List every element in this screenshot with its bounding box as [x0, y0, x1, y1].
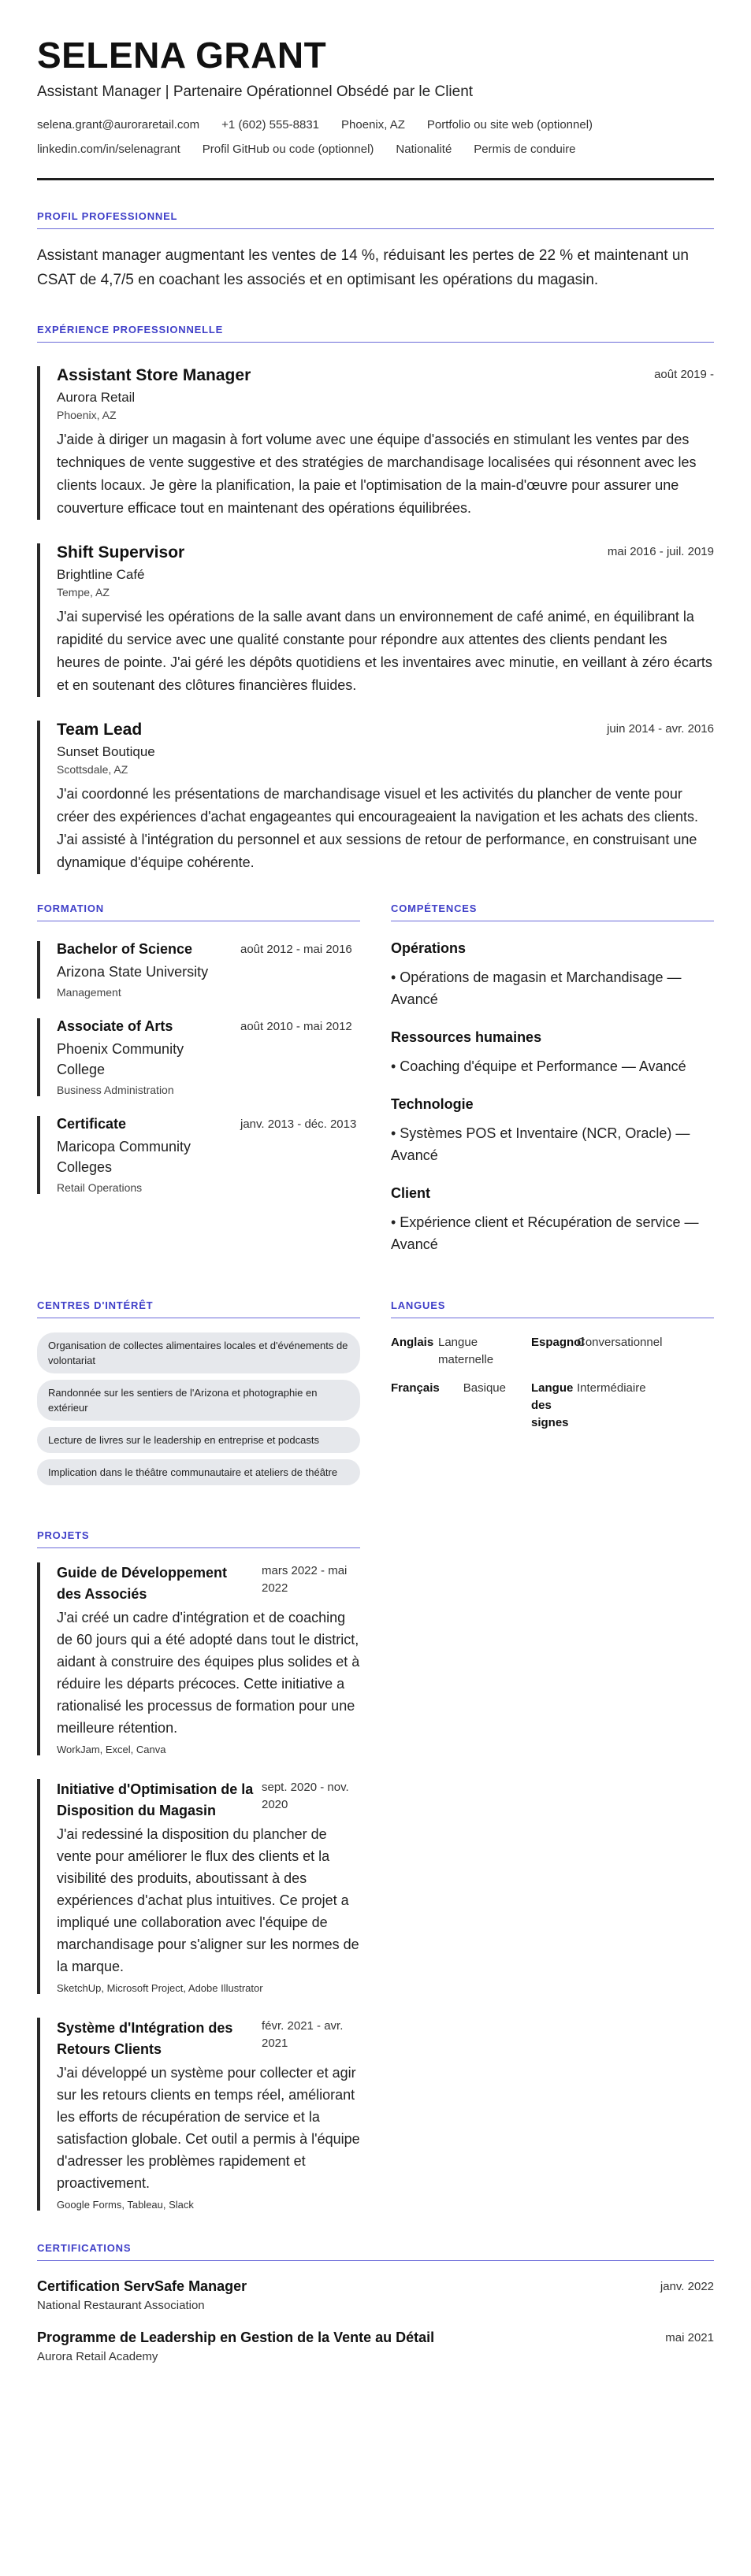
certification-name: Certification ServSafe Manager	[37, 2278, 247, 2294]
section-divider	[37, 342, 714, 343]
job-company: Sunset Boutique	[57, 744, 155, 759]
education-section	[37, 903, 360, 1255]
contact-portfolio[interactable]: Portfolio ou site web (optionnel)	[426, 118, 593, 132]
project-item	[37, 1779, 360, 1994]
edu-degree: Associate of Arts	[57, 1018, 173, 1034]
projects-heading: PROJETS	[37, 1529, 90, 1541]
language-level: Langue maternelle	[438, 1336, 494, 1366]
contact-github[interactable]: Profil GitHub ou code (optionnel)	[202, 143, 374, 156]
experience-section	[37, 324, 714, 874]
section-divider	[37, 228, 714, 229]
language-level: Conversationnel	[577, 1336, 663, 1349]
job-title: Team Lead	[57, 721, 143, 739]
job-description: J'aide à diriger un magasin à fort volume avec une équipe d'associés en stimulant les ventes par des techniques de vente suggestive et des stratégies de marchandisage localisées qui résonnent avec les clients locaux. Je gère la planification, la paie et l'optimisation de la main-d'œuvre pour assurer une couverture efficace tout en maintenant des opérations équilibrées.	[57, 432, 697, 516]
candidate-name: SELENA GRANT	[37, 35, 327, 76]
job-location: Scottsdale, AZ	[57, 763, 128, 776]
project-tools: Google Forms, Tableau, Slack	[57, 2199, 194, 2211]
certifications-heading: CERTIFICATIONS	[37, 2242, 132, 2254]
job-title: Assistant Store Manager	[57, 366, 251, 384]
contact-location: Phoenix, AZ	[341, 118, 405, 132]
skill-group	[391, 1096, 714, 1166]
experience-item	[37, 366, 714, 520]
project-date: sept. 2020 - nov. 2020	[262, 1781, 349, 1811]
project-item	[37, 1562, 360, 1755]
certification-item	[37, 2330, 714, 2363]
skill-group	[391, 1029, 714, 1077]
contact-license: Permis de conduire	[474, 143, 576, 156]
skill-line: • Systèmes POS et Inventaire (NCR, Oracle) — Avancé	[391, 1125, 690, 1163]
skill-group	[391, 1185, 714, 1255]
languages-grid	[391, 1334, 714, 1432]
section-divider	[37, 2260, 714, 2261]
project-title: Guide de Développement des Associés	[57, 1565, 228, 1602]
header-divider	[37, 178, 714, 180]
contact-nationality: Nationalité	[396, 143, 452, 156]
certification-date: janv. 2022	[660, 2280, 714, 2293]
edu-date: août 2012 - mai 2016	[240, 943, 352, 956]
job-description: J'ai coordonné les présentations de marchandisage visuel et les activités du plancher de vente pour créer des expériences d'achat engageantes qui encourageaient la navigation et les achats des clients. J'ai assisté à l'intégration du personnel et aux sessions de retour de performance, en construisant une dynamique d'équipe cohérente.	[57, 786, 698, 870]
education-item	[37, 1116, 360, 1194]
certification-date: mai 2021	[665, 2331, 714, 2344]
edu-degree: Bachelor of Science	[57, 941, 193, 957]
experience-heading: EXPÉRIENCE PROFESSIONNELLE	[37, 324, 224, 335]
interests-section	[37, 1299, 360, 1485]
project-date: mars 2022 - mai 2022	[262, 1564, 348, 1595]
skill-group	[391, 940, 714, 1010]
interest-pill: Randonnée sur les sentiers de l'Arizona et photographie en extérieur	[37, 1380, 360, 1421]
contact-info	[37, 118, 714, 167]
summary-section	[37, 210, 714, 292]
language-level: Intermédiaire	[577, 1381, 646, 1395]
summary-heading: PROFIL PROFESSIONNEL	[37, 210, 178, 222]
project-date: févr. 2021 - avr. 2021	[262, 2019, 344, 2050]
project-title: Initiative d'Optimisation de la Disposition du Magasin	[57, 1781, 254, 1818]
skill-category: Ressources humaines	[391, 1029, 542, 1045]
candidate-subtitle: Assistant Manager | Partenaire Opérationnel Obsédé par le Client	[37, 83, 474, 100]
job-description: J'ai supervisé les opérations de la salle avant dans un environnement de café animé, en équilibrant la rapidité du service avec une qualité constante pour répondre aux attentes des clients pendant les heures de pointe. J'ai géré les dépôts quotidiens et les inventaires avec minutie, en veillant à zéro écarts et en soutenant des clôtures financières fluides.	[57, 609, 712, 693]
job-location: Phoenix, AZ	[57, 409, 117, 421]
project-description: J'ai créé un cadre d'intégration et de coaching de 60 jours qui a été adopté dans tout le district, aidant à construire des équipes plus solides et à réduire les départs précoces. Cette initiative a rationalisé les processus de formation pour une meilleure rétention.	[57, 1610, 360, 1736]
skill-line: • Opérations de magasin et Marchandisage — Avancé	[391, 969, 682, 1007]
projects-section	[37, 1529, 360, 2211]
job-title: Shift Supervisor	[57, 543, 185, 562]
languages-section	[391, 1299, 714, 1485]
edu-date: janv. 2013 - déc. 2013	[240, 1118, 357, 1131]
language-level: Basique	[463, 1381, 506, 1395]
job-location: Tempe, AZ	[57, 586, 110, 599]
edu-school: Arizona State University	[57, 964, 209, 980]
language-name: Anglais	[391, 1336, 434, 1349]
certification-name: Programme de Leadership en Gestion de la Vente au Détail	[37, 2330, 435, 2345]
edu-degree: Certificate	[57, 1116, 127, 1132]
skills-section	[391, 903, 714, 1255]
skill-category: Technologie	[391, 1096, 474, 1112]
experience-item	[37, 543, 714, 697]
interests-list	[37, 1332, 360, 1485]
education-item	[37, 1018, 360, 1096]
skill-category: Opérations	[391, 940, 467, 956]
skill-line: • Coaching d'équipe et Performance — Avancé	[391, 1058, 686, 1074]
edu-date: août 2010 - mai 2012	[240, 1020, 352, 1033]
skill-line: • Expérience client et Récupération de service — Avancé	[391, 1214, 699, 1252]
certification-org: Aurora Retail Academy	[37, 2350, 158, 2363]
certifications-section	[37, 2242, 714, 2363]
project-tools: WorkJam, Excel, Canva	[57, 1744, 166, 1755]
contact-email[interactable]: selena.grant@auroraretail.com	[37, 118, 200, 132]
languages-heading: LANGUES	[391, 1299, 446, 1311]
job-date: mai 2016 - juil. 2019	[607, 545, 714, 558]
experience-item	[37, 721, 714, 874]
contact-phone[interactable]: +1 (602) 555-8831	[221, 118, 320, 132]
job-date: août 2019 -	[654, 368, 714, 381]
project-title: Système d'Intégration des Retours Clients	[57, 2020, 233, 2057]
language-name: Langue des signes	[531, 1381, 574, 1429]
skills-heading: COMPÉTENCES	[391, 903, 478, 914]
project-description: J'ai redessiné la disposition du plancher de vente pour améliorer le flux des clients et la visibilité des produits, aboutissant à des expériences d'achat plus intuitives. Ce projet a impliqué une collaboration avec l'équipe de marchandisage pour s'aligner sur les normes de la marque.	[57, 1826, 359, 1974]
resume-header	[37, 35, 714, 180]
section-divider	[37, 1547, 360, 1548]
language-name: Espagnol	[531, 1336, 585, 1349]
edu-school: Maricopa Community Colleges	[57, 1139, 191, 1175]
certification-org: National Restaurant Association	[37, 2299, 205, 2312]
interest-pill: Implication dans le théâtre communautaire et ateliers de théâtre	[37, 1459, 360, 1485]
project-description: J'ai développé un système pour collecter et agir sur les retours clients en temps réel, améliorant les efforts de récupération de service et la satisfaction globale. Cet outil a permis à l'équipe d'adresser les problèmes rapidement et proactivement.	[57, 2065, 360, 2191]
interest-pill: Lecture de livres sur le leadership en entreprise et podcasts	[37, 1427, 360, 1453]
edu-field: Management	[57, 986, 121, 999]
job-company: Brightline Café	[57, 567, 145, 582]
interest-pill: Organisation de collectes alimentaires locales et d'événements de volontariat	[37, 1332, 360, 1373]
education-heading: FORMATION	[37, 903, 104, 914]
language-name: Français	[391, 1381, 440, 1395]
contact-linkedin[interactable]: linkedin.com/in/selenagrant	[37, 143, 180, 156]
job-company: Aurora Retail	[57, 390, 136, 405]
edu-field: Retail Operations	[57, 1181, 143, 1194]
job-date: juin 2014 - avr. 2016	[607, 722, 714, 736]
edu-field: Business Administration	[57, 1084, 174, 1096]
summary-text: Assistant manager augmentant les ventes de 14 %, réduisant les pertes de 22 % et maintenant un CSAT de 4,7/5 en coachant les associés et en optimisant les opérations du magasin.	[37, 247, 690, 288]
education-item	[37, 941, 360, 999]
project-tools: SketchUp, Microsoft Project, Adobe Illustrator	[57, 1982, 263, 1994]
interests-heading: CENTRES D'INTÉRÊT	[37, 1299, 154, 1311]
project-item	[37, 2018, 360, 2211]
certification-item	[37, 2278, 714, 2312]
edu-school: Phoenix Community College	[57, 1041, 184, 1077]
skill-category: Client	[391, 1185, 431, 1201]
